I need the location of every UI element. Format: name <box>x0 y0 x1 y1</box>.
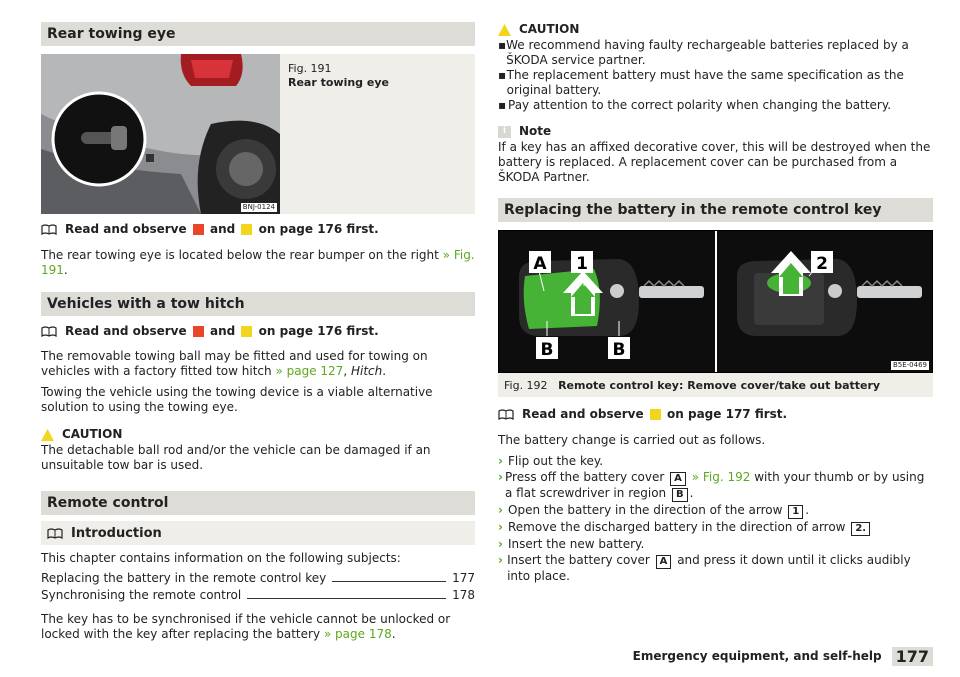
label-2: 2 <box>816 254 828 274</box>
footer-section: Emergency equipment, and self-help <box>632 649 882 663</box>
label-1: 1 <box>576 254 588 274</box>
caution-text: The detachable ball rod and/or the vehicle can be damaged if an unsuitable tow bar is used. <box>41 443 431 472</box>
caution-heading: CAUTION <box>498 22 933 37</box>
caution-bullets <box>498 38 933 113</box>
figure-191 <box>41 54 475 214</box>
rear-towing-eye-photo <box>41 54 280 214</box>
label-b-left: B <box>540 340 554 360</box>
introduction-heading: Introduction <box>41 521 475 545</box>
read-and-observe: Read and observe on page 177 first. <box>498 407 933 422</box>
figure-title: Remote control key: Remove cover/take out battery <box>558 379 881 392</box>
left-column <box>41 22 475 642</box>
figure-number: Fig. 192 <box>504 379 548 392</box>
fig-192-link[interactable]: » Fig. 192 <box>691 470 751 484</box>
page-number: 177 <box>892 647 933 666</box>
figure-191-caption <box>280 54 397 214</box>
read-and-observe: Read and observe and on page 176 first. <box>41 222 475 237</box>
sync-paragraph: The key has to be synchronised if the vehicle cannot be unlocked or locked with the key after replacing the battery » page 178. <box>41 612 451 641</box>
warning-yellow-icon <box>241 326 252 337</box>
read-and-observe: Read and observe and on page 176 first. <box>41 324 475 339</box>
photo-code: B5E-0469 <box>892 361 927 369</box>
warning-red-icon <box>193 326 204 337</box>
caution-icon <box>41 429 54 441</box>
info-icon: i <box>498 126 511 138</box>
list-item: ▪ We recommend having faulty rechargeable batteries replaced by a ŠKODA service partner. <box>498 38 909 67</box>
page-footer <box>633 647 933 666</box>
toc-list <box>41 571 475 603</box>
section-heading-rear-towing-eye: Rear towing eye <box>41 22 475 46</box>
figure-192 <box>498 230 933 397</box>
warning-red-icon <box>193 224 204 235</box>
battery-intro: The battery change is carried out as follows. <box>498 433 766 447</box>
key-battery-photo <box>498 230 933 373</box>
figure-title: Rear towing eye <box>288 76 389 89</box>
list-item: › Remove the discharged battery in the direction of arrow 2. <box>498 520 933 536</box>
section-heading-battery: Replacing the battery in the remote control key <box>498 198 933 222</box>
rear-eye-paragraph: The rear towing eye is located below the rear bumper on the right » Fig. 191. <box>41 248 475 277</box>
right-column <box>498 22 933 584</box>
book-icon <box>47 528 63 539</box>
list-item: › Flip out the key. <box>498 454 604 468</box>
list-item: ▪ The replacement battery must have the same specification as the original battery. <box>498 68 904 97</box>
note-heading: i Note <box>498 124 933 139</box>
warning-yellow-icon <box>241 224 252 235</box>
tow-hitch-paragraph-2: Towing the vehicle using the towing device is a viable alternative solution to using the towing eye. <box>41 385 433 414</box>
toc-item[interactable]: Replacing the battery in the remote control key 177 <box>41 571 475 585</box>
caution-icon <box>498 24 511 36</box>
book-icon <box>41 326 57 337</box>
toc-item[interactable]: Synchronising the remote control 178 <box>41 588 475 602</box>
fig-191-link[interactable]: » Fig. 191 <box>41 248 475 277</box>
list-item: › Insert the battery cover A and press it down until it clicks audibly into place. <box>498 553 911 583</box>
label-a: A <box>533 254 547 274</box>
note-text: If a key has an affixed decorative cover, this will be destroyed when the battery is replaced. A replacement cover can be purchased from a ŠKODA Partner. <box>498 140 931 184</box>
section-heading-tow-hitch: Vehicles with a tow hitch <box>41 292 475 316</box>
page-127-link[interactable]: » page 127 <box>275 364 344 378</box>
book-icon <box>41 224 57 235</box>
warning-yellow-icon <box>650 409 661 420</box>
battery-steps <box>498 454 933 584</box>
list-item: › Open the battery in the direction of the arrow 1 . <box>498 503 810 517</box>
intro-text: This chapter contains information on the following subjects: <box>41 551 401 565</box>
list-item: ▪ Pay attention to the correct polarity when changing the battery. <box>498 98 892 112</box>
tow-hitch-paragraph-1: The removable towing ball may be fitted and used for towing on vehicles with a factory fitted tow hitch » page 127, Hitch. <box>41 349 428 378</box>
section-heading-remote-control: Remote control <box>41 491 475 515</box>
photo-code: BNJ-0124 <box>242 203 275 211</box>
book-icon <box>498 409 514 420</box>
caution-heading: CAUTION <box>41 427 475 442</box>
figure-192-caption <box>498 373 933 397</box>
figure-number: Fig. 191 <box>288 62 332 75</box>
list-item: › Press off the battery cover A » Fig. 192 with your thumb or by using a flat screwdriver in region B . <box>498 470 925 500</box>
page-178-link[interactable]: » page 178 <box>323 627 392 641</box>
label-b-right: B <box>612 340 626 360</box>
list-item: › Insert the new battery. <box>498 537 645 551</box>
